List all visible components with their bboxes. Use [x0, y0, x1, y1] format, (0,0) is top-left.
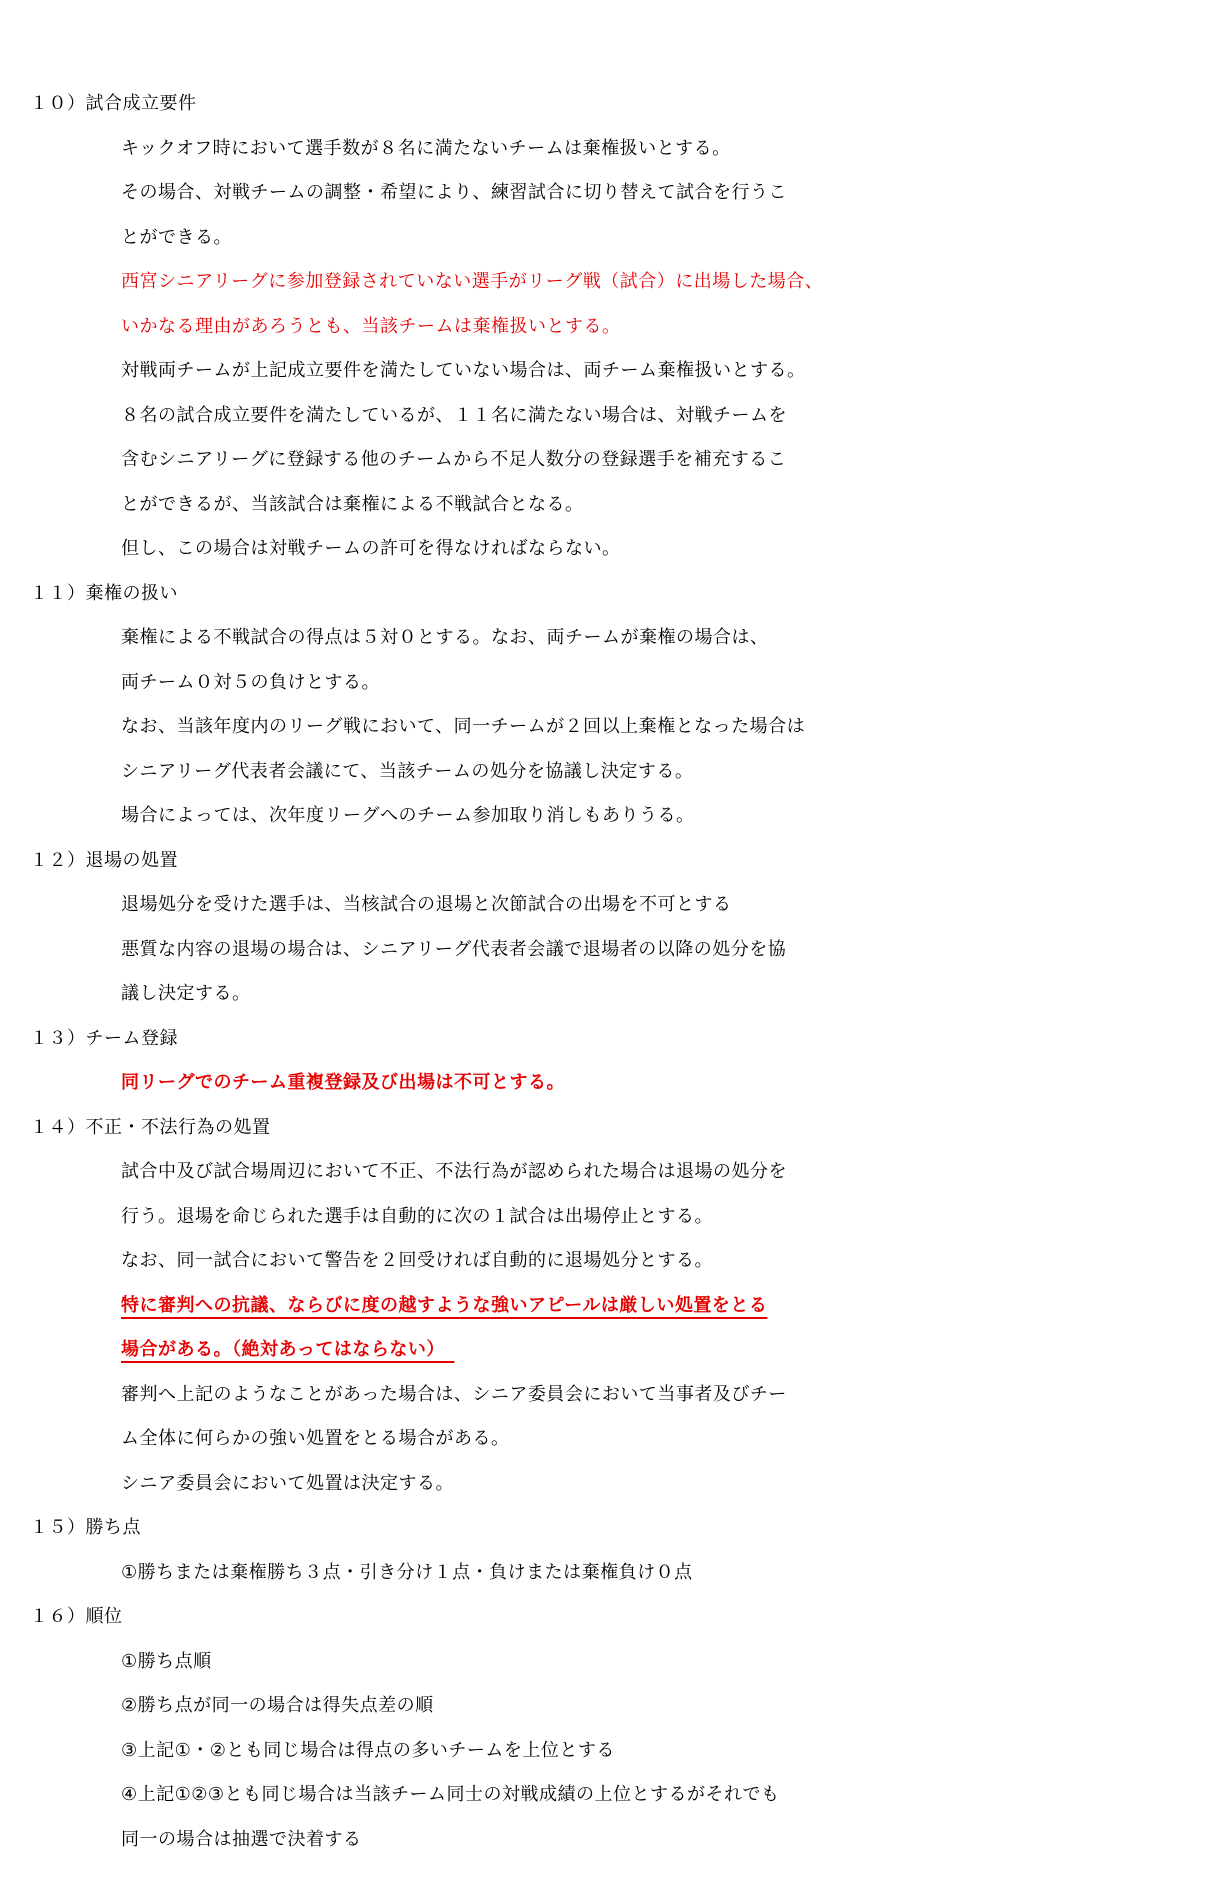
body-line: 但し、この場合は対戦チームの許可を得なければならない。 [121, 538, 621, 559]
body-line: ④上記①②③とも同じ場合は当該チーム同士の対戦成績の上位とするがそれでも [121, 1784, 780, 1805]
section-heading: １２）退場の処置 [30, 849, 178, 871]
body-line: 審判へ上記のようなことがあった場合は、シニア委員会において当事者及びチー [121, 1383, 787, 1405]
body-line: キックオフ時において選手数が８名に満たないチームは棄権扱いとする。 [121, 137, 731, 159]
body-line: 場合によっては、次年度リーグへのチーム参加取り消しもありうる。 [121, 805, 695, 826]
section-heading: １６）順位 [30, 1606, 123, 1627]
body-line: 棄権による不戦試合の得点は５対０とする。なお、両チームが棄権の場合は、 [121, 627, 769, 648]
body-line: いかなる理由があろうとも、当該チームは棄権扱いとする。 [121, 315, 621, 337]
body-line: なお、同一試合において警告を２回受ければ自動的に退場処分とする。 [121, 1250, 713, 1271]
body-line: シニアリーグ代表者会議にて、当該チームの処分を協議し決定する。 [121, 760, 694, 782]
body-line: 場合がある。（絶対あってはならない） [121, 1339, 455, 1360]
body-line: 議し決定する。 [121, 983, 251, 1004]
section-heading: １３）チーム登録 [30, 1027, 178, 1049]
body-line: 対戦両チームが上記成立要件を満たしていない場合は、両チーム棄権扱いとする。 [121, 360, 806, 381]
body-line: 試合中及び試合場周辺において不正、不法行為が認められた場合は退場の処分を [121, 1161, 787, 1182]
section-heading: １４）不正・不法行為の処置 [30, 1116, 271, 1138]
body-line: ①勝ちまたは棄権勝ち３点・引き分け１点・負けまたは棄権負け０点 [121, 1561, 693, 1583]
section-heading: １０）試合成立要件 [30, 93, 197, 114]
body-line: その場合、対戦チームの調整・希望により、練習試合に切り替えて試合を行うこ [121, 182, 787, 203]
body-line: 行う。退場を命じられた選手は自動的に次の１試合は出場停止とする。 [121, 1205, 713, 1227]
body-line: 同一の場合は抽選で決着する [121, 1828, 362, 1850]
body-line: 特に審判への抗議、ならびに度の越すような強いアピールは厳しい処置をとる [121, 1294, 768, 1316]
body-line: ム全体に何らかの強い処置をとる場合がある。 [121, 1428, 510, 1449]
body-line: 含むシニアリーグに登録する他のチームから不足人数分の登録選手を補充するこ [121, 449, 787, 470]
section-heading: １１）棄権の扱い [30, 582, 178, 604]
body-line: ③上記①・②とも同じ場合は得点の多いチームを上位とする [121, 1739, 615, 1761]
body-line: とができるが、当該試合は棄権による不戦試合となる。 [121, 493, 584, 515]
body-line: ８名の試合成立要件を満たしているが、１１名に満たない場合は、対戦チームを [121, 404, 787, 426]
document-body [0, 82, 1231, 1862]
body-line: 同リーグでのチーム重複登録及び出場は不可とする。 [121, 1072, 565, 1093]
body-line: ①勝ち点順 [121, 1650, 212, 1672]
body-line: 両チーム０対５の負けとする。 [121, 671, 380, 693]
body-line: シニア委員会において処置は決定する。 [121, 1472, 454, 1494]
body-line: なお、当該年度内のリーグ戦において、同一チームが２回以上棄権となった場合は [121, 716, 806, 737]
body-line: 悪質な内容の退場の場合は、シニアリーグ代表者会議で退場者の以降の処分を協 [121, 938, 787, 960]
body-line: 退場処分を受けた選手は、当核試合の退場と次節試合の出場を不可とする [121, 894, 732, 915]
body-line: とができる。 [121, 226, 232, 248]
body-line: 西宮シニアリーグに参加登録されていない選手がリーグ戦（試合）に出場した場合、 [121, 271, 824, 292]
section-heading: １５）勝ち点 [30, 1517, 141, 1538]
body-line: ②勝ち点が同一の場合は得失点差の順 [121, 1695, 434, 1716]
